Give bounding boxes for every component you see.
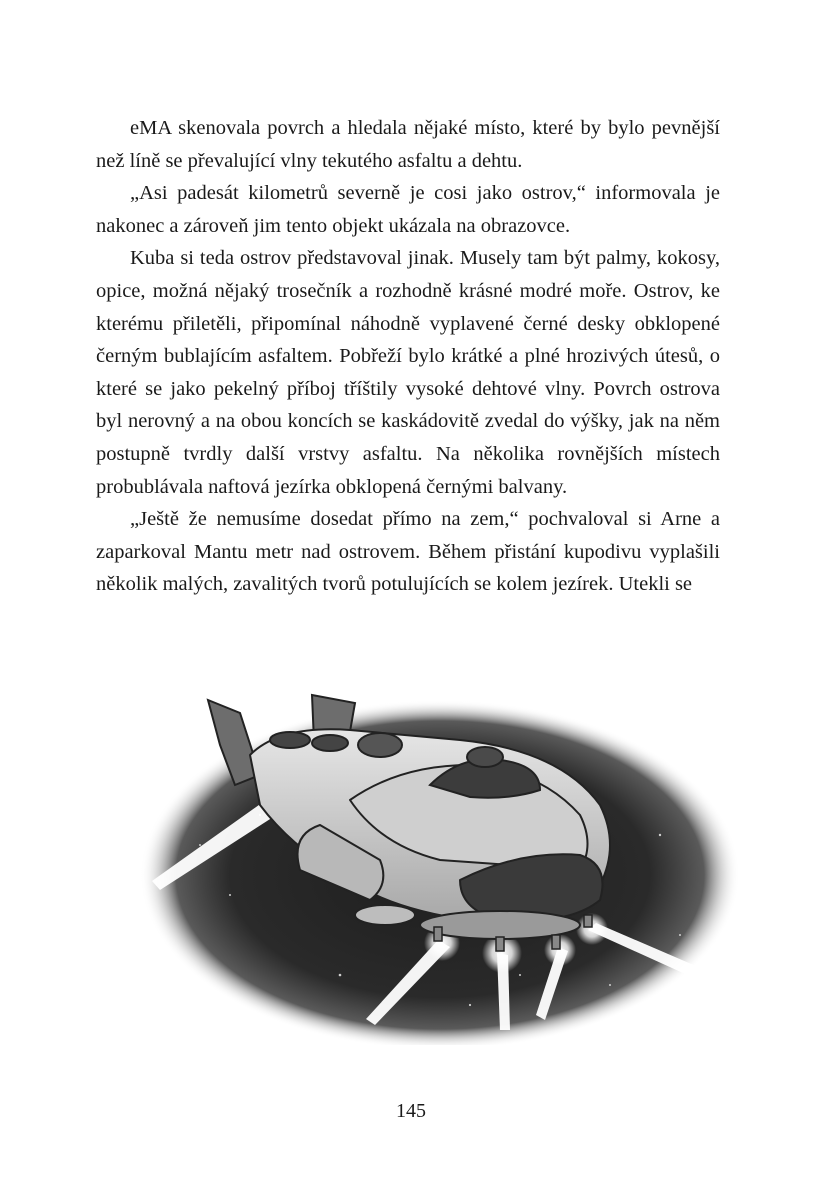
paragraph-4: „Ještě že nemusíme dosedat přímo na zem,“ pochvaloval si Arne a zaparkoval Mantu metr nad ostrovem. Během přistání kupodivu vyplašili několik malých, zavalitých tvorů potulujících se kolem jezírek. Utekli se: [96, 508, 720, 596]
body-text: [96, 112, 720, 601]
paragraph-2: „Asi padesát kilometrů severně je cosi jako ostrov,“ informovala je nakonec a zároveň jim tento objekt ukázala na obrazovce.: [96, 182, 720, 237]
paragraph-3: Kuba si teda ostrov představoval jinak. Musely tam být palmy, kokosy, opice, možná nějaký trosečník a rozhodně krásné modré moře. Ostrov, ke kterému přiletěli, připomínal náhodně vyplavené černé desky obklopené černým bublajícím asfaltem. Pobřeží bylo krátké a plné hrozivých útesů, o které se jako pekelný příboj tříštily vysoké dehtové vlny. Povrch ostrova byl nerovný a na obou koncích se kaskádovitě zvedal do výšky, jak na něm postupně tvrdly další vrstvy asfaltu. Na několika rovnějších místech probublávala naftová jezírka obklopená černými balvany.: [96, 247, 720, 498]
page-number: 145: [396, 1100, 426, 1122]
spaceship-illustration: [140, 685, 740, 1045]
paragraph-1: eMA skenovala povrch a hledala nějaké místo, které by bylo pevnější než líně se převalující vlny tekutého asfaltu a dehtu.: [96, 117, 720, 172]
